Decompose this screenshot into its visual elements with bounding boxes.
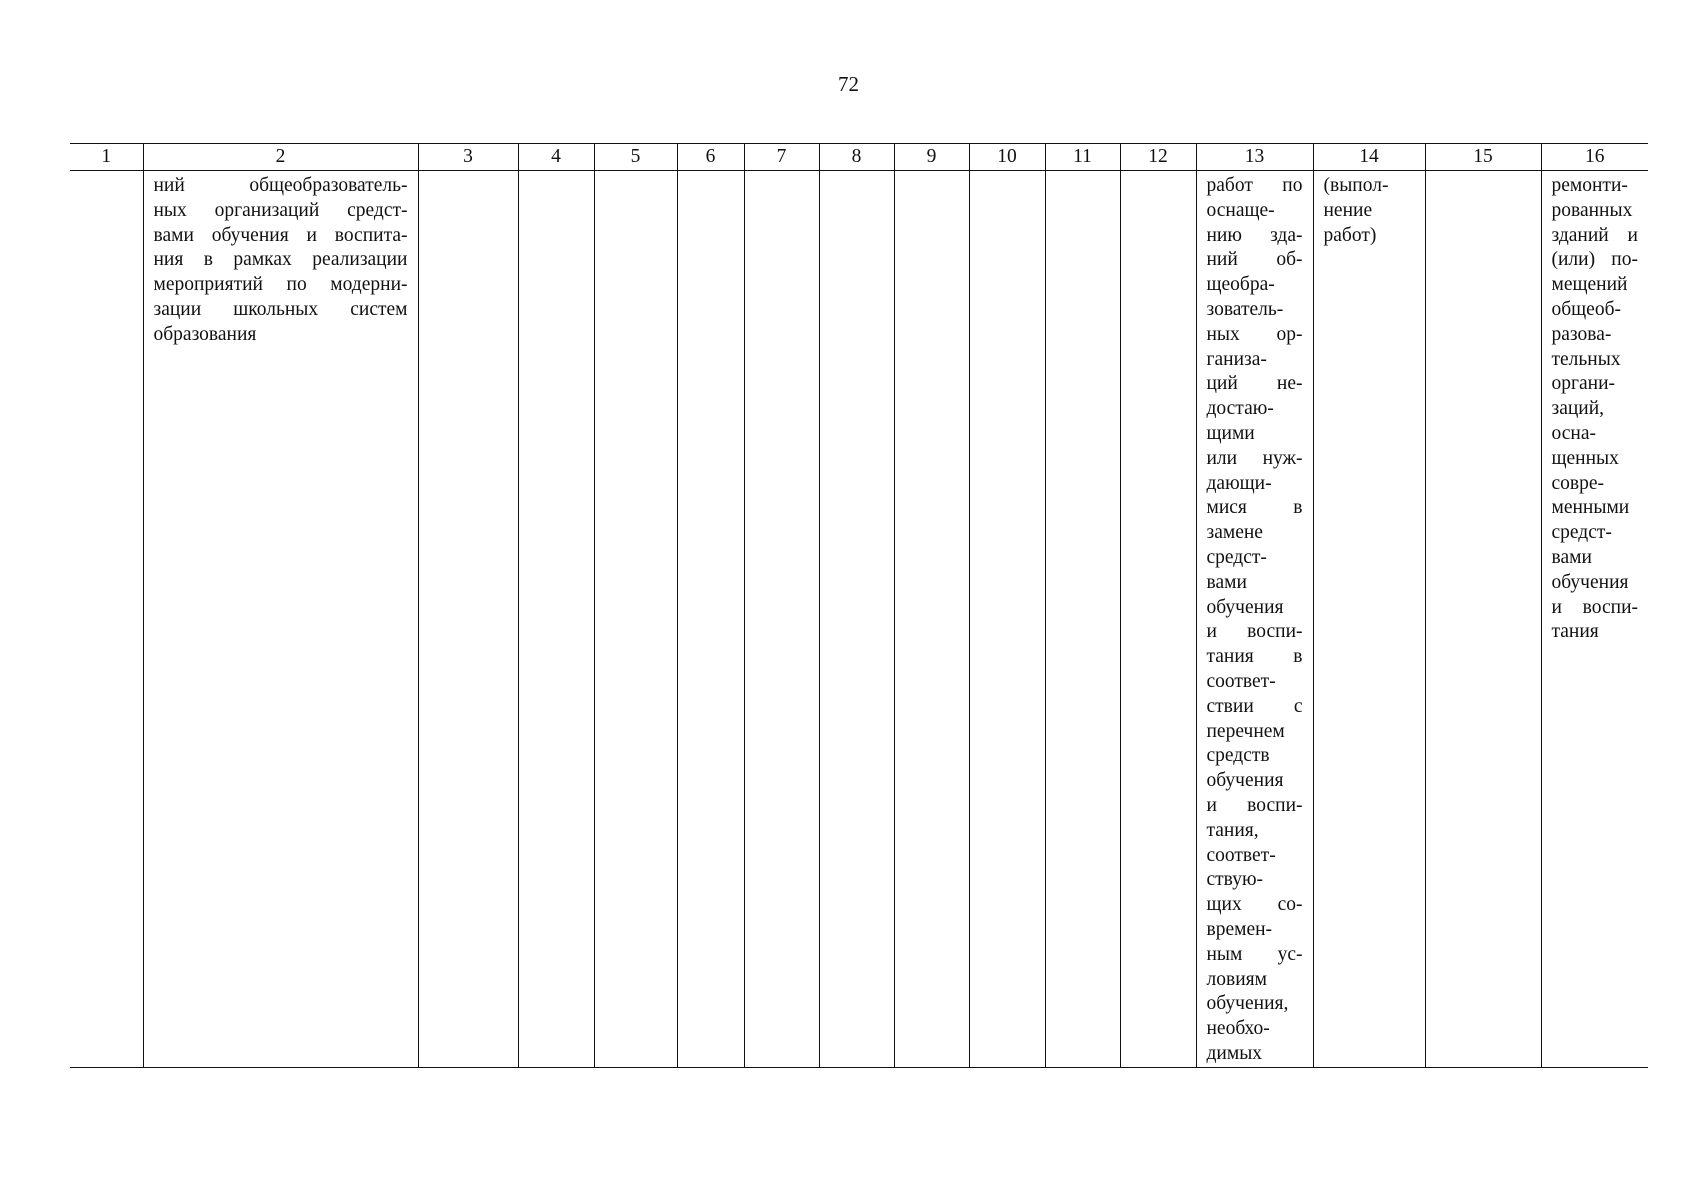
text-line: образования <box>153 323 257 345</box>
text-line: достаю- <box>1206 398 1274 420</box>
text-line: мещений <box>1551 274 1628 296</box>
text-line: рованных <box>1551 199 1633 221</box>
text-line: щенных <box>1551 447 1619 469</box>
text-line: совре- <box>1551 472 1605 494</box>
col-header-7: 7 <box>744 144 819 171</box>
text-line: и воспи- <box>1206 621 1303 643</box>
text-line: необхо- <box>1206 1018 1270 1040</box>
col-header-13: 13 <box>1196 144 1313 171</box>
col-header-15: 15 <box>1425 144 1541 171</box>
text-line: обучения <box>1206 596 1284 618</box>
col-header-8: 8 <box>819 144 894 171</box>
cell-col-6 <box>677 171 744 1068</box>
text-line: ций не- <box>1206 373 1303 395</box>
text-line: ным ус- <box>1206 943 1303 965</box>
cell-col-2 <box>143 171 418 1068</box>
text-line: щеобра- <box>1206 274 1275 296</box>
text-line: работ) <box>1323 224 1377 246</box>
text-line: обучения <box>1551 571 1629 593</box>
text-line: органи- <box>1551 373 1616 395</box>
cell-text-col-14 <box>1324 174 1415 248</box>
text-line: перечнем <box>1206 720 1285 742</box>
col-header-3: 3 <box>418 144 518 171</box>
table-row <box>70 171 1648 1068</box>
text-line: замене <box>1206 522 1263 544</box>
cell-text-col-16 <box>1552 174 1639 645</box>
text-line: ний общеобразователь- <box>153 175 408 196</box>
col-header-12: 12 <box>1120 144 1196 171</box>
text-line: времен- <box>1206 918 1273 940</box>
text-line: средст- <box>1206 546 1267 568</box>
cell-col-15 <box>1425 171 1541 1068</box>
cell-col-14 <box>1313 171 1425 1068</box>
text-line: зации школьных систем <box>153 298 408 320</box>
text-line: оснаще- <box>1206 199 1275 221</box>
cell-text-col-2 <box>154 174 408 348</box>
cell-col-12 <box>1120 171 1196 1068</box>
cell-col-4 <box>518 171 594 1068</box>
cell-col-11 <box>1045 171 1120 1068</box>
text-line: тания, <box>1206 819 1259 841</box>
text-line: мероприятий по модерни- <box>153 274 408 296</box>
text-line: работ по <box>1206 175 1303 196</box>
text-line: средств <box>1206 745 1270 767</box>
col-header-11: 11 <box>1045 144 1120 171</box>
col-header-16: 16 <box>1541 144 1648 171</box>
text-line: вами <box>1551 546 1592 568</box>
text-line: ствии с <box>1206 695 1303 717</box>
text-line: зователь- <box>1206 298 1284 320</box>
text-line: нию зда- <box>1206 224 1303 246</box>
text-line: щих со- <box>1206 894 1303 916</box>
text-line: ния в рамках реализации <box>153 249 408 271</box>
col-header-2: 2 <box>143 144 418 171</box>
text-line: нение <box>1323 199 1373 221</box>
cell-col-5 <box>594 171 677 1068</box>
text-line: средст- <box>1551 522 1612 544</box>
text-line: осна- <box>1551 422 1596 444</box>
text-line: тельных <box>1551 348 1621 370</box>
text-line: соответ- <box>1206 670 1276 692</box>
col-header-5: 5 <box>594 144 677 171</box>
text-line: разова- <box>1551 323 1612 345</box>
text-line: ных организаций средст- <box>153 199 408 221</box>
text-line: ний об- <box>1206 249 1303 271</box>
text-line: и воспи- <box>1206 794 1303 816</box>
text-line: зданий и <box>1551 224 1638 246</box>
text-line: ловиям <box>1206 968 1267 990</box>
cell-col-7 <box>744 171 819 1068</box>
cell-text-col-13 <box>1207 174 1303 1067</box>
text-line: обучения <box>1206 770 1284 792</box>
header-row <box>70 144 1648 171</box>
text-line: (выпол- <box>1323 175 1389 196</box>
text-line: или нуж- <box>1206 447 1303 469</box>
text-line: димых <box>1206 1042 1263 1064</box>
cell-col-13 <box>1196 171 1313 1068</box>
text-line: ремонти- <box>1551 175 1628 196</box>
text-line: и воспи- <box>1551 596 1638 618</box>
col-header-14: 14 <box>1313 144 1425 171</box>
cell-col-9 <box>894 171 969 1068</box>
text-line: менными <box>1551 497 1630 519</box>
text-line: ганиза- <box>1206 348 1267 370</box>
text-line: общеоб- <box>1551 298 1622 320</box>
data-table <box>70 143 1648 1068</box>
page-number: 72 <box>838 72 859 96</box>
col-header-9: 9 <box>894 144 969 171</box>
cell-col-10 <box>969 171 1045 1068</box>
col-header-1: 1 <box>70 144 143 171</box>
text-line: тания в <box>1206 646 1303 668</box>
col-header-4: 4 <box>518 144 594 171</box>
text-line: вами <box>1206 571 1247 593</box>
text-line: вами обучения и воспита- <box>153 224 408 246</box>
text-line: щими <box>1206 422 1255 444</box>
text-line: тания <box>1551 621 1599 643</box>
text-line: ных ор- <box>1206 323 1303 345</box>
text-line: дающи- <box>1206 472 1272 494</box>
col-header-6: 6 <box>677 144 744 171</box>
text-line: соответ- <box>1206 844 1276 866</box>
cell-col-16 <box>1541 171 1648 1068</box>
cell-col-3 <box>418 171 518 1068</box>
cell-col-8 <box>819 171 894 1068</box>
text-line: обучения, <box>1206 993 1289 1015</box>
col-header-10: 10 <box>969 144 1045 171</box>
text-line: мися в <box>1206 497 1303 519</box>
text-line: ствую- <box>1206 869 1264 891</box>
cell-col-1 <box>70 171 143 1068</box>
text-line: (или) по- <box>1551 249 1638 271</box>
text-line: заций, <box>1551 398 1605 420</box>
